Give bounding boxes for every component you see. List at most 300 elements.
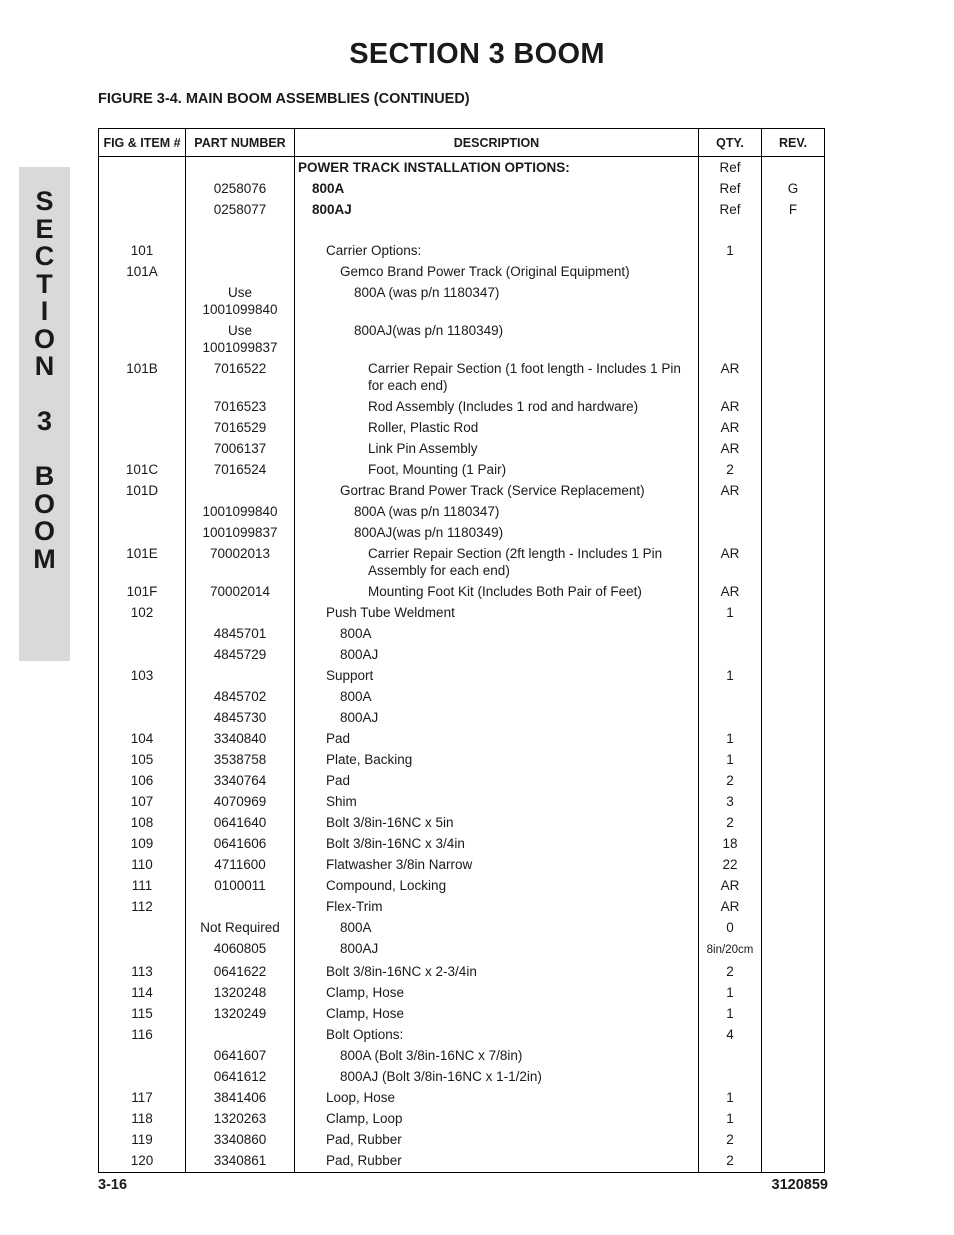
quantity-cell [699, 792, 762, 813]
description-text: Link Pin Assembly [368, 441, 478, 456]
table-row [99, 813, 825, 834]
description-cell [295, 962, 699, 983]
revision-cell [762, 321, 825, 359]
description-text: 800AJ [340, 941, 379, 956]
fig-item-cell [99, 792, 186, 813]
description-text: Bolt Options: [326, 1027, 404, 1042]
fig-item-cell [99, 624, 186, 645]
fig-item-cell [99, 321, 186, 359]
revision-cell [762, 1046, 825, 1067]
fig-item-text: 103 [130, 668, 154, 683]
quantity-cell [699, 460, 762, 481]
part-number-text: 1320263 [213, 1111, 267, 1126]
fig-item-text: 101F [126, 584, 158, 599]
fig-item-text: 107 [130, 794, 154, 809]
table-row [99, 1130, 825, 1151]
part-number-cell [186, 792, 295, 813]
revision-cell [762, 481, 825, 502]
fig-item-cell [99, 460, 186, 481]
description-cell [295, 603, 699, 624]
description-text: Bolt 3/8in-16NC x 5in [326, 815, 454, 830]
table-row [99, 983, 825, 1004]
quantity-text: AR [720, 361, 740, 376]
quantity-cell [699, 439, 762, 460]
description-text: Pad, Rubber [326, 1153, 402, 1168]
table-row [99, 1067, 825, 1088]
quantity-cell [699, 1025, 762, 1046]
part-number-cell [186, 523, 295, 544]
side-tab-letter: I [40, 296, 49, 326]
part-number-cell [186, 876, 295, 897]
fig-item-cell [99, 241, 186, 262]
table-row [99, 460, 825, 481]
revision-cell [762, 241, 825, 262]
quantity-cell [699, 157, 762, 180]
quantity-text: 8in/20cm [706, 944, 754, 956]
description-cell [295, 729, 699, 750]
description-text: Clamp, Hose [326, 1006, 405, 1021]
part-number-text: Use 1001099837 [202, 323, 278, 355]
table-row [99, 855, 825, 876]
part-number-text: Use 1001099840 [202, 285, 278, 317]
description-text: 800A (was p/n 1180347) [354, 504, 500, 519]
fig-item-text: 112 [131, 899, 153, 914]
table-row [99, 397, 825, 418]
quantity-cell [699, 502, 762, 523]
part-number-cell [186, 1025, 295, 1046]
revision-cell [762, 523, 825, 544]
description-cell [295, 481, 699, 502]
fig-item-text: 115 [131, 1006, 153, 1021]
fig-item-cell [99, 834, 186, 855]
quantity-cell [699, 771, 762, 792]
section-title: SECTION 3 BOOM [349, 38, 605, 70]
quantity-cell [699, 729, 762, 750]
quantity-cell [699, 813, 762, 834]
quantity-text: Ref [719, 181, 741, 196]
part-number-text: 4845730 [213, 710, 267, 725]
part-number-cell [186, 157, 295, 180]
part-number-text: 7016529 [213, 420, 267, 435]
revision-cell [762, 729, 825, 750]
table-row [99, 897, 825, 918]
description-cell [295, 813, 699, 834]
revision-cell [762, 1025, 825, 1046]
description-cell [295, 439, 699, 460]
part-number-text: 7016524 [213, 462, 267, 477]
quantity-text: 4 [726, 1027, 734, 1042]
description-text: Pad [326, 773, 351, 788]
side-tab-letter: O [33, 323, 55, 354]
revision-cell [762, 1004, 825, 1025]
quantity-cell [699, 1067, 762, 1088]
table-row [99, 603, 825, 624]
part-number-text: 7016522 [213, 361, 267, 376]
table-row [99, 321, 825, 359]
quantity-text: 1 [726, 243, 734, 258]
fig-item-text: 117 [131, 1090, 153, 1105]
spacer-cell [762, 221, 825, 241]
quantity-text: AR [720, 878, 740, 893]
description-text: 800AJ [340, 647, 379, 662]
fig-item-cell [99, 918, 186, 939]
description-text: Clamp, Hose [326, 985, 405, 1000]
fig-item-cell [99, 1088, 186, 1109]
part-number-cell [186, 962, 295, 983]
description-cell [295, 771, 699, 792]
fig-item-text: 116 [131, 1027, 153, 1042]
description-text: 800A [312, 181, 345, 196]
part-number-text: 3841406 [213, 1090, 267, 1105]
part-number-cell [186, 1151, 295, 1173]
revision-cell [762, 397, 825, 418]
table-row [99, 157, 825, 180]
revision-cell [762, 157, 825, 180]
table-row [99, 241, 825, 262]
description-cell [295, 750, 699, 771]
description-cell [295, 1004, 699, 1025]
description-cell [295, 939, 699, 962]
part-number-cell [186, 1130, 295, 1151]
quantity-text: 2 [726, 773, 734, 788]
part-number-cell [186, 666, 295, 687]
part-number-cell [186, 897, 295, 918]
description-cell [295, 983, 699, 1004]
description-cell [295, 157, 699, 180]
part-number-cell [186, 582, 295, 603]
description-cell [295, 241, 699, 262]
part-number-cell [186, 283, 295, 321]
part-number-text: 1001099837 [202, 525, 278, 540]
fig-item-cell [99, 262, 186, 283]
description-text: Clamp, Loop [326, 1111, 403, 1126]
revision-cell [762, 262, 825, 283]
description-cell [295, 708, 699, 729]
description-text: Plate, Backing [326, 752, 413, 767]
revision-cell [762, 200, 825, 221]
quantity-cell [699, 262, 762, 283]
revision-cell [762, 1151, 825, 1173]
spacer-cell [295, 221, 699, 241]
quantity-text: 2 [726, 964, 734, 979]
table-row [99, 792, 825, 813]
table-row [99, 687, 825, 708]
quantity-cell [699, 359, 762, 397]
part-number-cell [186, 418, 295, 439]
quantity-text: 1 [726, 985, 734, 1000]
header-revision: REV. [762, 129, 825, 157]
quantity-text: 2 [726, 1132, 734, 1147]
part-number-text: 4845729 [213, 647, 267, 662]
quantity-text: 2 [726, 1153, 734, 1168]
part-number-text: 3340764 [213, 773, 267, 788]
revision-cell [762, 502, 825, 523]
quantity-cell [699, 241, 762, 262]
fig-item-text: 118 [131, 1111, 153, 1126]
description-cell [295, 1088, 699, 1109]
description-cell [295, 1025, 699, 1046]
part-number-text: 0641606 [213, 836, 267, 851]
fig-item-cell [99, 359, 186, 397]
quantity-text: 0 [726, 920, 734, 935]
description-cell [295, 1067, 699, 1088]
fig-item-cell [99, 1004, 186, 1025]
table-row [99, 481, 825, 502]
header-part-number: PART NUMBER [186, 129, 295, 157]
table-row [99, 729, 825, 750]
description-text: Support [326, 668, 374, 683]
description-cell [295, 834, 699, 855]
fig-item-cell [99, 897, 186, 918]
description-text: 800AJ (Bolt 3/8in-16NC x 1-1/2in) [340, 1069, 542, 1084]
fig-item-text: 101C [125, 462, 159, 477]
fig-item-cell [99, 502, 186, 523]
quantity-text: 1 [726, 1090, 734, 1105]
revision-cell [762, 666, 825, 687]
side-tab-letter: M [33, 543, 56, 574]
revision-cell [762, 1088, 825, 1109]
description-cell [295, 283, 699, 321]
part-number-text: 70002013 [209, 546, 271, 561]
description-cell [295, 460, 699, 481]
part-number-cell [186, 1067, 295, 1088]
fig-item-cell [99, 876, 186, 897]
document-number: 3120859 [771, 1177, 828, 1193]
fig-item-cell [99, 1046, 186, 1067]
part-number-text: 1320248 [213, 985, 267, 1000]
part-number-cell [186, 939, 295, 962]
description-cell [295, 502, 699, 523]
description-text: Gemco Brand Power Track (Original Equipment) [340, 264, 630, 279]
quantity-cell [699, 179, 762, 200]
quantity-cell [699, 687, 762, 708]
part-number-cell [186, 502, 295, 523]
table-row [99, 283, 825, 321]
quantity-cell [699, 544, 762, 582]
revision-text: F [788, 202, 798, 217]
revision-cell [762, 1109, 825, 1130]
table-row [99, 1109, 825, 1130]
side-tab-letter: E [35, 213, 54, 244]
fig-item-cell [99, 983, 186, 1004]
quantity-cell [699, 397, 762, 418]
part-number-cell [186, 397, 295, 418]
revision-cell [762, 582, 825, 603]
revision-cell [762, 771, 825, 792]
part-number-cell [186, 1046, 295, 1067]
table-row [99, 624, 825, 645]
part-number-cell [186, 262, 295, 283]
part-number-text: 4070969 [213, 794, 267, 809]
quantity-cell [699, 983, 762, 1004]
fig-item-text: 101 [130, 243, 154, 258]
header-fig-item: FIG & ITEM # [99, 129, 186, 157]
quantity-cell [699, 200, 762, 221]
table-row [99, 666, 825, 687]
description-cell [295, 918, 699, 939]
quantity-text: AR [720, 399, 740, 414]
description-cell [295, 897, 699, 918]
description-cell [295, 687, 699, 708]
table-row [99, 502, 825, 523]
description-cell [295, 523, 699, 544]
description-text: Compound, Locking [326, 878, 447, 893]
description-text: Flex-Trim [326, 899, 383, 914]
fig-item-cell [99, 157, 186, 180]
quantity-cell [699, 897, 762, 918]
revision-cell [762, 544, 825, 582]
fig-item-text: 105 [130, 752, 154, 767]
description-cell [295, 624, 699, 645]
fig-item-cell [99, 544, 186, 582]
quantity-text: Ref [719, 160, 741, 175]
table-row [99, 1151, 825, 1173]
quantity-text: 2 [726, 462, 734, 477]
spacer-cell [99, 221, 186, 241]
description-text: Rod Assembly (Includes 1 rod and hardware) [368, 399, 639, 414]
part-number-text: 7006137 [213, 441, 267, 456]
description-text: Gortrac Brand Power Track (Service Replacement) [340, 483, 645, 498]
table-row [99, 645, 825, 666]
quantity-cell [699, 855, 762, 876]
side-tab-letter: C [34, 241, 55, 271]
description-text: Roller, Plastic Rod [368, 420, 479, 435]
part-number-cell [186, 624, 295, 645]
quantity-text: AR [720, 899, 740, 914]
table-row [99, 708, 825, 729]
revision-cell [762, 939, 825, 962]
quantity-cell [699, 1109, 762, 1130]
part-number-text: 4845702 [213, 689, 267, 704]
quantity-cell [699, 918, 762, 939]
fig-item-cell [99, 283, 186, 321]
description-cell [295, 876, 699, 897]
description-cell [295, 1151, 699, 1173]
part-number-text: 4845701 [213, 626, 267, 641]
quantity-cell [699, 750, 762, 771]
fig-item-cell [99, 855, 186, 876]
fig-item-cell [99, 645, 186, 666]
fig-item-cell [99, 813, 186, 834]
fig-item-cell [99, 200, 186, 221]
revision-cell [762, 918, 825, 939]
description-text: Foot, Mounting (1 Pair) [368, 462, 507, 477]
part-number-text: 0641622 [213, 964, 267, 979]
part-number-cell [186, 179, 295, 200]
spacer-cell [186, 221, 295, 241]
fig-item-text: 120 [130, 1153, 154, 1168]
fig-item-cell [99, 481, 186, 502]
part-number-text: 3538758 [213, 752, 267, 767]
part-number-cell [186, 200, 295, 221]
quantity-text: 3 [726, 794, 734, 809]
fig-item-cell [99, 1067, 186, 1088]
description-cell [295, 582, 699, 603]
fig-item-cell [99, 666, 186, 687]
fig-item-cell [99, 179, 186, 200]
part-number-text: 0641607 [213, 1048, 267, 1063]
table-row [99, 939, 825, 962]
parts-table [98, 128, 825, 1173]
part-number-cell [186, 771, 295, 792]
quantity-cell [699, 708, 762, 729]
side-tab-letter: 3 [36, 406, 53, 436]
description-text: Carrier Options: [326, 243, 422, 258]
fig-item-cell [99, 523, 186, 544]
description-text: Loop, Hose [326, 1090, 396, 1105]
section-side-tab [19, 167, 70, 661]
quantity-cell [699, 321, 762, 359]
revision-cell [762, 603, 825, 624]
quantity-cell [699, 283, 762, 321]
fig-item-cell [99, 439, 186, 460]
part-number-cell [186, 918, 295, 939]
part-number-text: 7016523 [213, 399, 267, 414]
revision-cell [762, 813, 825, 834]
description-text: 800AJ [312, 202, 352, 217]
description-text: Push Tube Weldment [326, 605, 455, 620]
fig-item-text: 111 [131, 878, 153, 893]
revision-cell [762, 283, 825, 321]
revision-cell [762, 359, 825, 397]
fig-item-cell [99, 962, 186, 983]
fig-item-cell [99, 771, 186, 792]
description-cell [295, 397, 699, 418]
description-text: POWER TRACK INSTALLATION OPTIONS: [298, 160, 570, 175]
table-row [99, 582, 825, 603]
part-number-cell [186, 460, 295, 481]
part-number-cell [186, 1004, 295, 1025]
fig-item-cell [99, 687, 186, 708]
revision-cell [762, 1067, 825, 1088]
fig-item-text: 109 [130, 836, 154, 851]
quantity-cell [699, 1046, 762, 1067]
quantity-text: Ref [719, 202, 741, 217]
table-row [99, 1004, 825, 1025]
side-tab-letter: B [34, 461, 55, 491]
quantity-cell [699, 876, 762, 897]
description-text: Mounting Foot Kit (Includes Both Pair of Feet) [368, 584, 642, 599]
description-text: 800A (was p/n 1180347) [354, 285, 500, 300]
table-row [99, 262, 825, 283]
quantity-text: 1 [726, 668, 734, 683]
description-cell [295, 179, 699, 200]
fig-item-text: 119 [131, 1132, 153, 1147]
part-number-cell [186, 359, 295, 397]
quantity-text: 22 [722, 857, 738, 872]
quantity-text: 1 [726, 731, 734, 746]
quantity-cell [699, 418, 762, 439]
quantity-text: 2 [726, 815, 734, 830]
part-number-text: 0258077 [213, 202, 267, 217]
table-row [99, 1025, 825, 1046]
fig-item-text: 110 [131, 857, 153, 872]
side-tab-letter: N [34, 351, 55, 381]
revision-cell [762, 962, 825, 983]
description-text: Bolt 3/8in-16NC x 3/4in [326, 836, 465, 851]
part-number-text: 0641612 [213, 1069, 267, 1084]
header-quantity: QTY. [699, 129, 762, 157]
description-cell [295, 418, 699, 439]
revision-cell [762, 624, 825, 645]
fig-item-text: 113 [131, 964, 153, 979]
quantity-cell [699, 582, 762, 603]
fig-item-cell [99, 582, 186, 603]
revision-cell [762, 983, 825, 1004]
description-text: 800AJ [340, 710, 379, 725]
spacer-cell [699, 221, 762, 241]
revision-cell [762, 876, 825, 897]
